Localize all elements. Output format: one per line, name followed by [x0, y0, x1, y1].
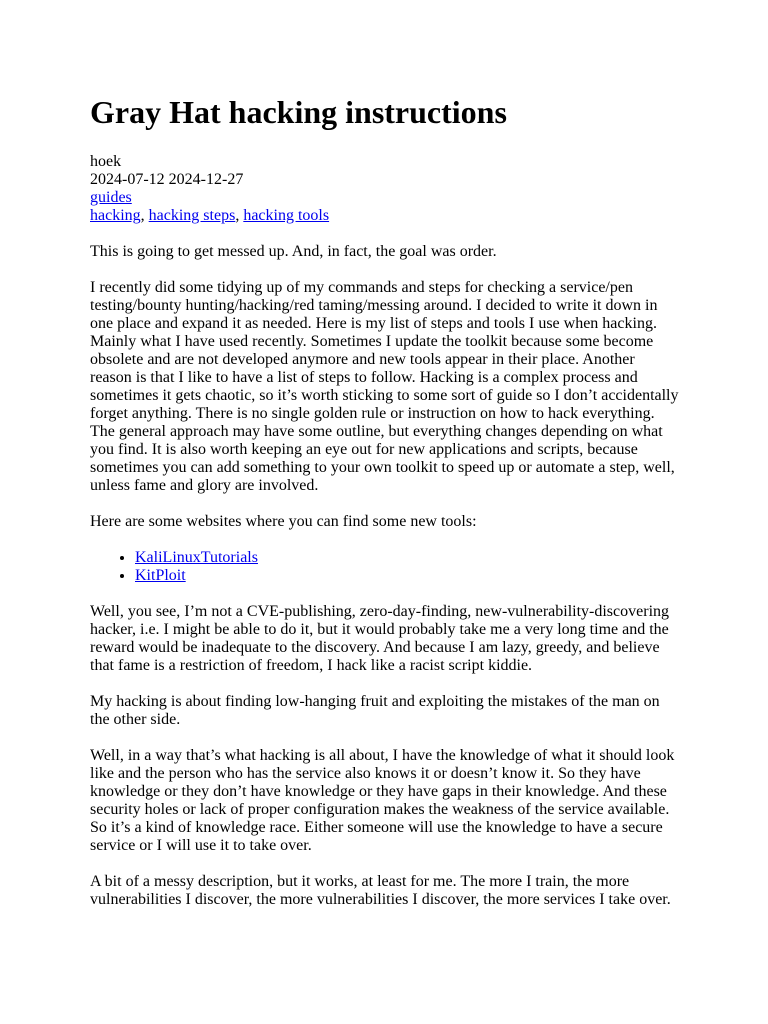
link-kalilinuxtutorials[interactable]: KaliLinuxTutorials [135, 549, 258, 566]
article-meta [90, 153, 680, 225]
published-date: 2024-07-12 [90, 171, 165, 188]
list-item [135, 567, 680, 585]
paragraph-intro: This is going to get messed up. And, in fact, the goal was order. [90, 243, 497, 260]
updated-date: 2024-12-27 [168, 171, 244, 188]
author-name: hoek [90, 153, 122, 170]
paragraph-knowledge-race: Well, in a way that’s what hacking is all about, I have the knowledge of what it should look like and the person who has the service also knows it or doesn’t know it. So they have knowledge or they don’t have knowledge or they have gaps in their knowledge. And these security holes or lack of proper configuration makes the weakness of the service available. So it’s a kind of knowledge race. Either someone will use the knowledge to have a secure service or I will use it to take over. [90, 747, 675, 854]
paragraph-low-hanging-fruit: My hacking is about finding low-hanging fruit and exploiting the mistakes of the man on the other side. [90, 693, 660, 728]
tag-link-hacking-tools[interactable]: hacking tools [243, 207, 330, 224]
tag-link-hacking-steps[interactable]: hacking steps [148, 207, 236, 224]
category-line [90, 189, 680, 207]
paragraph-cve: Well, you see, I’m not a CVE-publishing, zero-day-finding, new-vulnerability-discovering hacker, i.e. I might be able to do it, but it would probably take me a very long time and the reward would be inadequate to the discovery. And because I am lazy, greedy, and believe that fame is a restriction of freedom, I hack like a racist script kiddie. [90, 603, 670, 674]
paragraph-messy-description: A bit of a messy description, but it works, at least for me. The more I train, the more vulnerabilities I discover, the more vulnerabilities I discover, the more services I take over. [90, 873, 671, 908]
tag-separator: , [140, 207, 149, 224]
article [90, 92, 680, 909]
article-title: Gray Hat hacking instructions [90, 94, 507, 130]
paragraph-websites: Here are some websites where you can find some new tools: [90, 513, 477, 530]
paragraph-toolkit: I recently did some tidying up of my commands and steps for checking a service/pen testing/bounty hunting/hacking/red taming/messing around. I decided to write it down in one place and expand it as needed. Here is my list of steps and tools I use when hacking. Mainly what I have used recently. Sometimes I update the toolkit because some become obsolete and are not developed anymore and new tools appear in their place. Another reason is that I like to have a list of steps to follow. Hacking is a complex process and sometimes it gets chaotic, so it’s worth sticking to some sort of guide so I don’t accidentally forget anything. There is no single golden rule or instruction on how to hack everything. The general approach may have some outline, but everything changes depending on what you find. It is also worth keeping an eye out for new applications and scripts, because sometimes you can add something to your own toolkit to speed up or automate a step, well, unless fame and glory are involved. [90, 279, 679, 494]
list-item [135, 549, 680, 567]
tag-link-hacking[interactable]: hacking [90, 207, 141, 224]
tool-sites-list [90, 549, 680, 585]
category-link[interactable]: guides [90, 189, 132, 206]
link-kitploit[interactable]: KitPloit [135, 567, 186, 584]
article-dates [90, 171, 680, 189]
tag-separator: , [235, 207, 244, 224]
tag-list [90, 207, 680, 225]
